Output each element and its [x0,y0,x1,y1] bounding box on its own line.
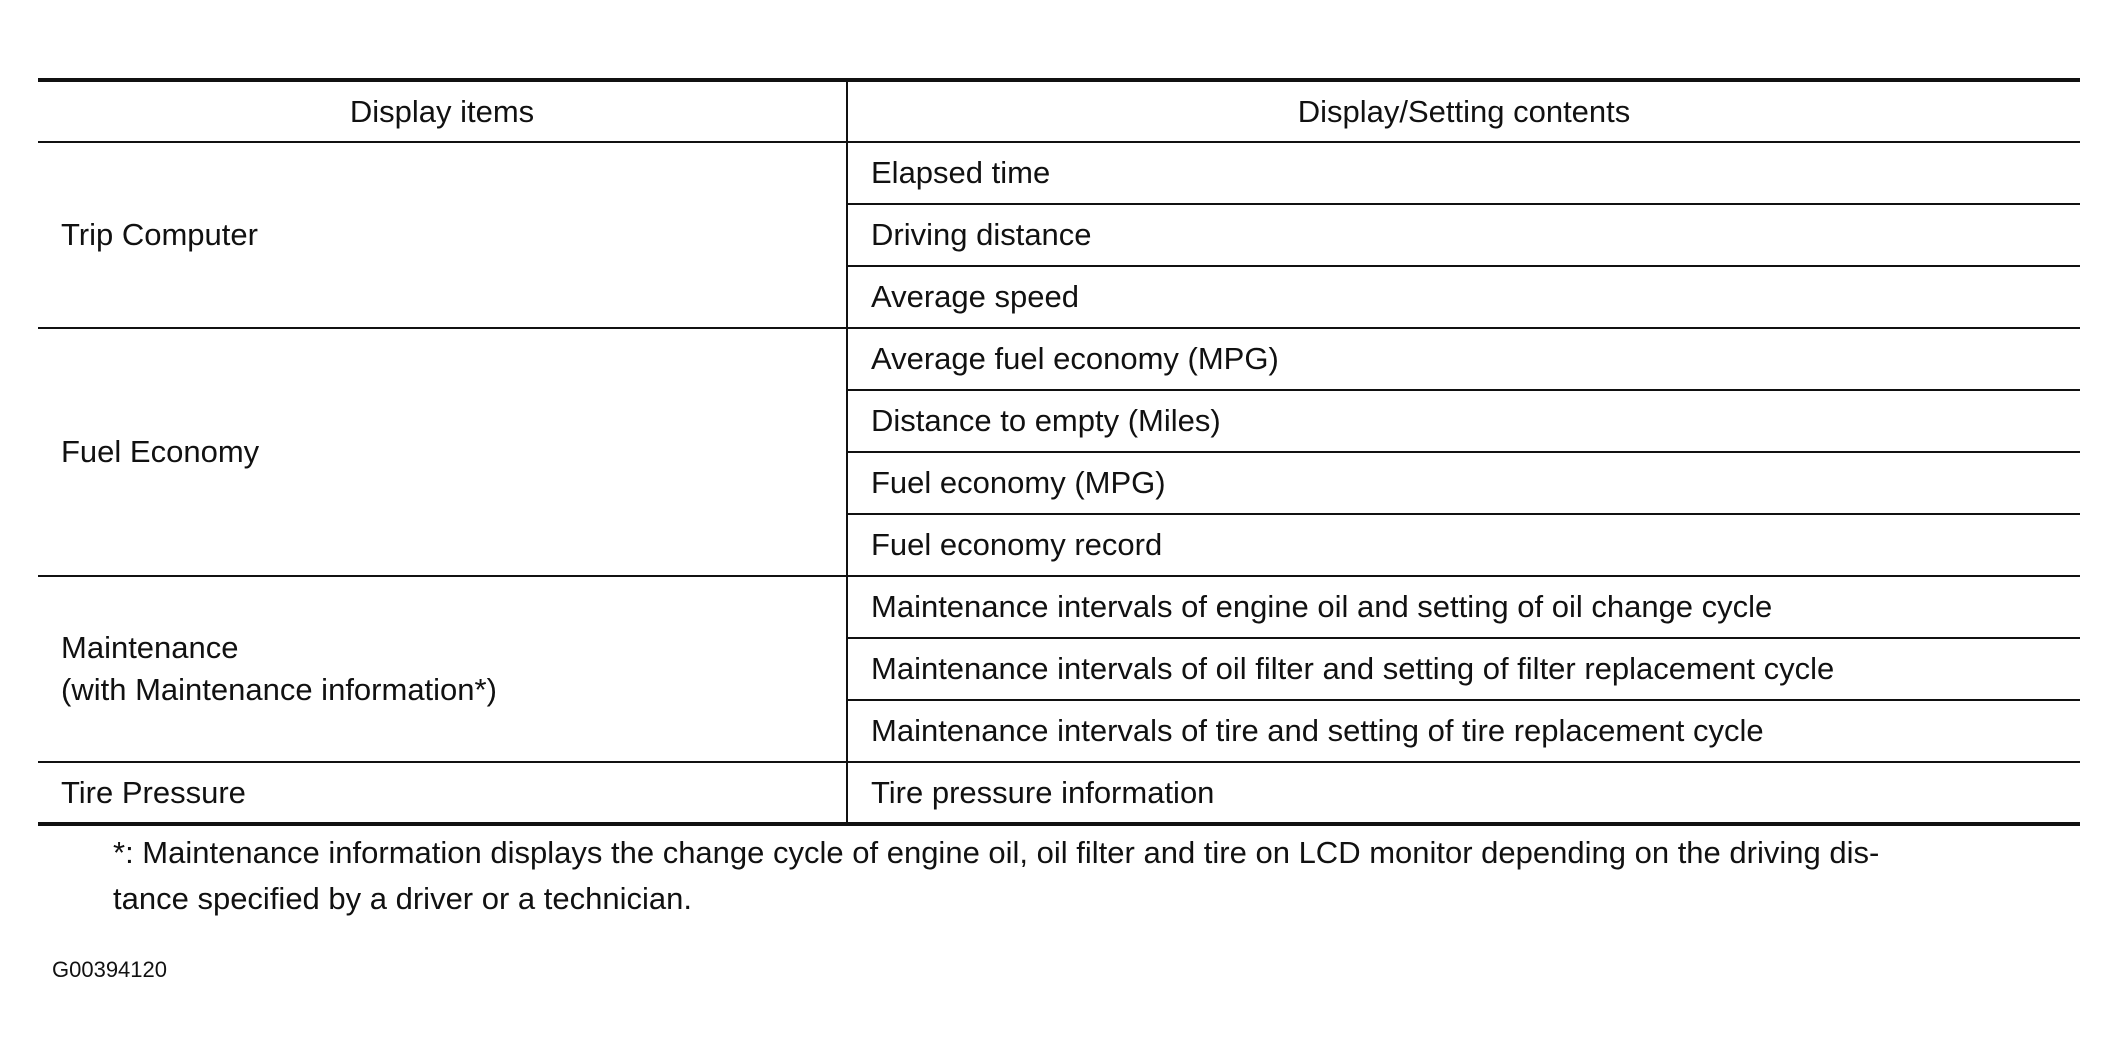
figure-id: G00394120 [52,957,167,982]
item-label: Maintenance [61,630,239,666]
content-cell: Maintenance intervals of tire and setting of tire replacement cycle [847,700,2080,762]
table-header-row [38,80,2080,142]
header-display-setting-contents: Display/Setting contents [847,80,2080,142]
footnote [113,830,2083,922]
content-cell: Average speed [847,266,2080,328]
content-cell: Elapsed time [847,142,2080,204]
item-label: Fuel Economy [61,434,260,470]
item-cell-tire-pressure [38,762,847,824]
content-cell: Driving distance [847,204,2080,266]
item-label: Tire Pressure [61,774,246,810]
item-cell-trip-computer [38,142,847,328]
item-label: Trip Computer [61,217,258,253]
content-cell: Tire pressure information [847,762,2080,824]
content-cell: Maintenance intervals of oil filter and setting of filter replacement cycle [847,638,2080,700]
item-cell-fuel-economy [38,328,847,576]
content-cell: Average fuel economy (MPG) [847,328,2080,390]
table-row [38,576,2080,638]
table-row [38,328,2080,390]
content-cell: Fuel economy (MPG) [847,452,2080,514]
content-cell: Maintenance intervals of engine oil and setting of oil change cycle [847,576,2080,638]
item-sublabel: (with Maintenance information*) [61,672,497,707]
footnote-line-2: tance specified by a driver or a technician. [113,881,692,916]
item-cell-maintenance [38,576,847,762]
footnote-line-1: *: Maintenance information displays the change cycle of engine oil, oil filter and tire on LCD monitor depending on the driving dis- [113,835,1880,870]
table-row [38,142,2080,204]
content-cell: Fuel economy record [847,514,2080,576]
display-items-table [38,78,2080,826]
header-display-items: Display items [38,80,847,142]
content-cell: Distance to empty (Miles) [847,390,2080,452]
table-row [38,762,2080,824]
